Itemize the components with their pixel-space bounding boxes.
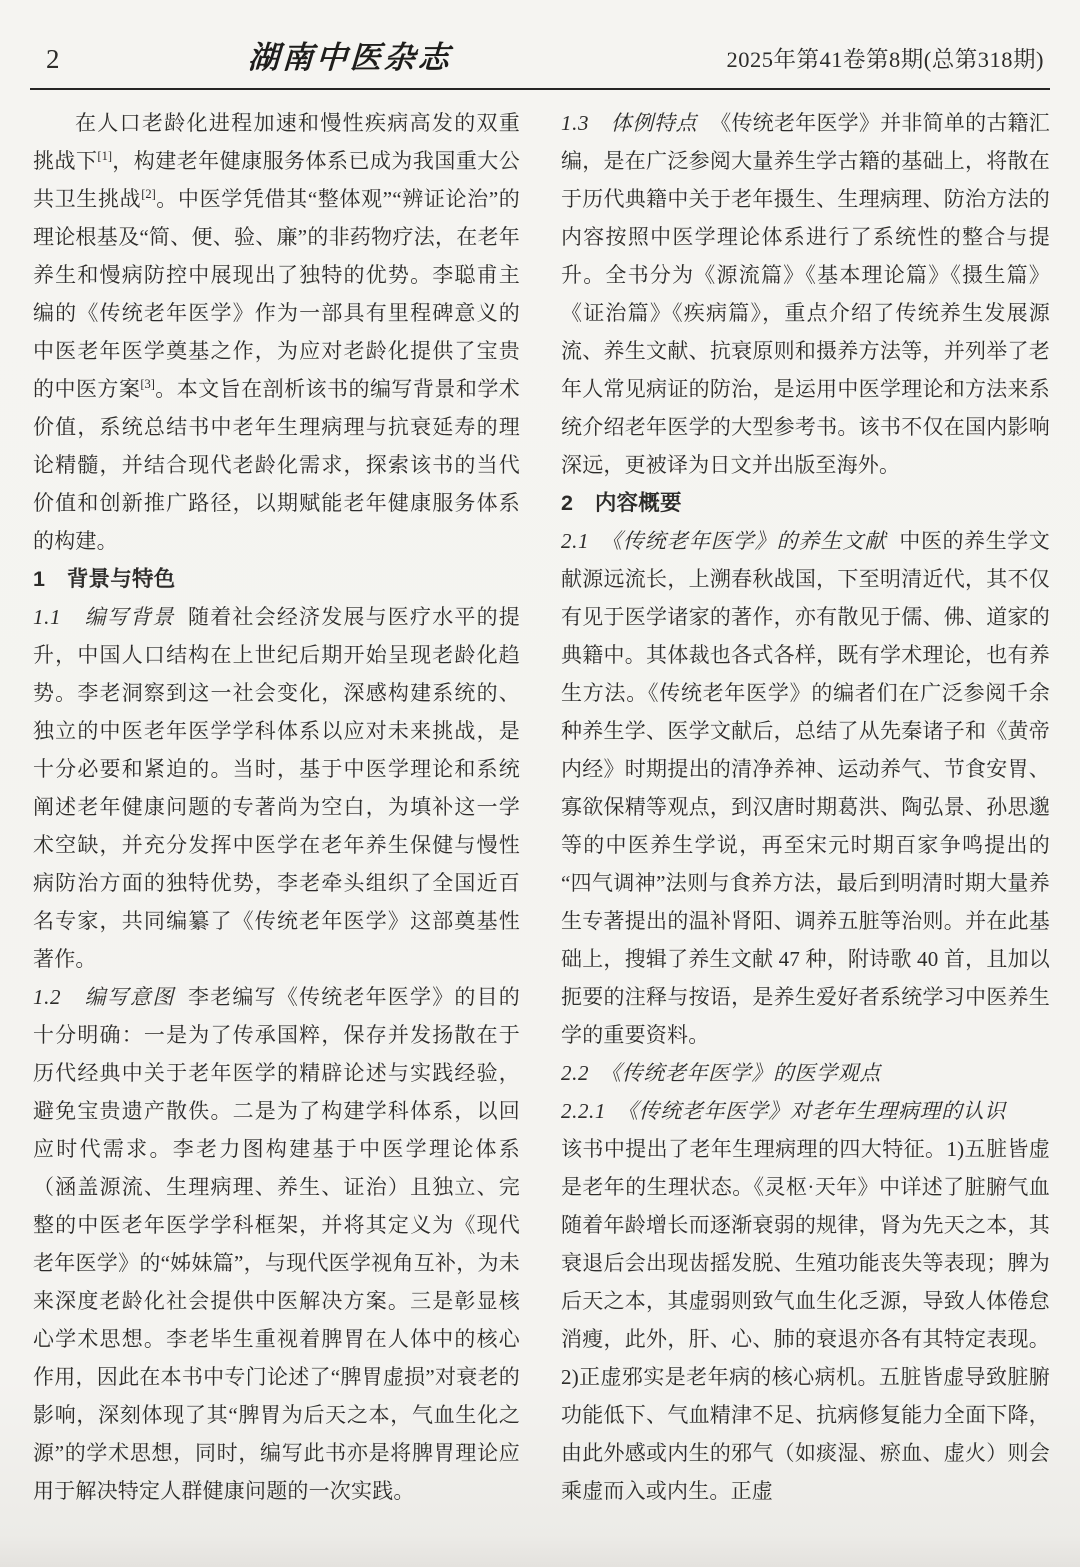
text-run: 。中医学凭借其“整体观”“辨证论治”的理论根基及“简、便、验、廉”的非药物疗法，在老年养生和慢病防控中展现出了独特的优势。李聪甫主编的《传统老年医学》作为一部具有里程碑意义的中医老年医学奠基之作，为应对老龄化提供了宝贵的中医方案: [33, 187, 520, 401]
column-left: [33, 104, 520, 1510]
subsection-label: 1.3 体例特点: [561, 111, 698, 135]
subsection-label: 2.1 《传统老年医学》的养生文献: [561, 529, 887, 553]
paragraph: [561, 1130, 1050, 1510]
paragraph: [33, 104, 520, 560]
column-right: [561, 104, 1050, 1510]
issue-info: 2025年第41卷第8期(总第318期): [726, 47, 1044, 72]
section-heading: 1 背景与特色: [33, 567, 176, 591]
text-run: 随着社会经济发展与医疗水平的提升，中国人口结构在上世纪后期开始呈现老龄化趋势。李老洞察到这一社会变化，深感构建系统的、独立的中医老年医学学科体系以应对未来挑战，是十分必要和紧迫的。当时，基于中医学理论和系统阐述老年健康问题的专著尚为空白，为填补这一学术空缺，并充分发挥中医学在老年养生保健与慢性病防治方面的独特优势，李老牵头组织了全国近百名专家，共同编纂了《传统老年医学》这部奠基性著作。: [33, 605, 520, 971]
text-run: 中医的养生学文献源远流长，上溯春秋战国，下至明清近代，其不仅有见于医学诸家的著作，亦有散见于儒、佛、道家的典籍中。其体裁也各式各样，既有学术理论，也有养生方法。《传统老年医学》的编者们在广泛参阅千余种养生学、医学文献后，总结了从先秦诸子和《黄帝内经》时期提出的清净养神、运动养气、节食安胃、寡欲保精等观点，到汉唐时期葛洪、陶弘景、孙思邈等的中医养生学说，再至宋元时期百家争鸣提出的“四气调神”法则与食养方法，最后到明清时期大量养生专著提出的温补肾阳、调养五脏等治则。并在此基础上，搜辑了养生文献 47 种，附诗歌 40 首，且加以扼要的注释与按语，是养生爱好者系统学习中医养生学的重要资料。: [561, 529, 1050, 1047]
text-run: 李老编写《传统老年医学》的目的十分明确：一是为了传承国粹，保存并发扬散在于历代经典中关于老年医学的精辟论述与实践经验，避免宝贵遗产散佚。二是为了构建学科体系，以回应时代需求。李老力图构建基于中医学理论体系（涵盖源流、生理病理、养生、证治）且独立、完整的中医老年医学学科框架，并将其定义为《现代老年医学》的“姊妹篇”，与现代医学视角互补，为未来深度老龄化社会提供中医解决方案。三是彰显核心学术思想。李老毕生重视着脾胃在人体中的核心作用，因此在本书中专门论述了“脾胃虚损”对衰老的影响，深刻体现了其“脾胃为后天之本，气血生化之源”的学术思想，同时，编写此书亦是将脾胃理论应用于解决特定人群健康问题的一次实践。: [33, 985, 520, 1503]
subsection-label: 1.1 编写背景: [33, 605, 176, 629]
paragraph: [561, 1054, 1050, 1092]
citation-ref: [2]: [141, 187, 156, 201]
paragraph: [33, 598, 520, 978]
section-heading: 2 内容概要: [561, 491, 682, 515]
text-run: 该书中提出了老年生理病理的四大特征。1)五脏皆虚是老年的生理状态。《灵枢·天年》中详述了脏腑气血随着年龄增长而逐渐衰弱的规律，肾为先天之本，其衰退后会出现齿摇发脱、生殖功能丧失等表现；脾为后天之本，其虚弱则致气血生化乏源，导致人体倦怠消瘦，此外，肝、心、肺的衰退亦各有其特定表现。2)正虚邪实是老年病的核心病机。五脏皆虚导致脏腑功能低下、气血精津不足、抗病修复能力全面下降，由此外感或内生的邪气（如痰湿、瘀血、虚火）则会乘虚而入或内生。正虚: [561, 1137, 1050, 1503]
subsection-label: 2.2 《传统老年医学》的医学观点: [561, 1061, 881, 1085]
paragraph: [561, 522, 1050, 1054]
paragraph: [33, 978, 520, 1510]
journal-name-logo: 湖南中医杂志: [247, 40, 453, 75]
text-run: 在人口老龄化进程加速和慢性疾病高发的双重挑战下: [33, 111, 520, 173]
paragraph: [561, 1092, 1050, 1130]
subsection-label: 1.2 编写意图: [33, 985, 176, 1009]
subsection-label: 2.2.1 《传统老年医学》对老年生理病理的认识: [561, 1099, 1006, 1123]
text-run: ，构建老年健康服务体系已成为我国重大公共卫生挑战: [33, 149, 520, 211]
citation-ref: [1]: [97, 149, 112, 163]
page-number: 2: [46, 44, 60, 74]
citation-ref: [3]: [140, 377, 155, 391]
paragraph: [561, 104, 1050, 484]
text-run: 。本文旨在剖析该书的编写背景和学术价值，系统总结书中老年生理病理与抗衰延寿的理论精髓，并结合现代老龄化需求，探索该书的当代价值和创新推广路径，以期赋能老年健康服务体系的构建。: [33, 377, 520, 553]
text-run: 《传统老年医学》并非简单的古籍汇编，是在广泛参阅大量养生学古籍的基础上，将散在于历代典籍中关于老年摄生、生理病理、防治方法的内容按照中医学理论体系进行了系统性的整合与提升。全书分为《源流篇》《基本理论篇》《摄生篇》《证治篇》《疾病篇》，重点介绍了传统养生发展源流、养生文献、抗衰原则和摄养方法等，并列举了老年人常见病证的防治，是运用中医学理论和方法来系统介绍老年医学的大型参考书。该书不仅在国内影响深远，更被译为日文并出版至海外。: [561, 111, 1050, 477]
header-divider: [30, 88, 1050, 90]
